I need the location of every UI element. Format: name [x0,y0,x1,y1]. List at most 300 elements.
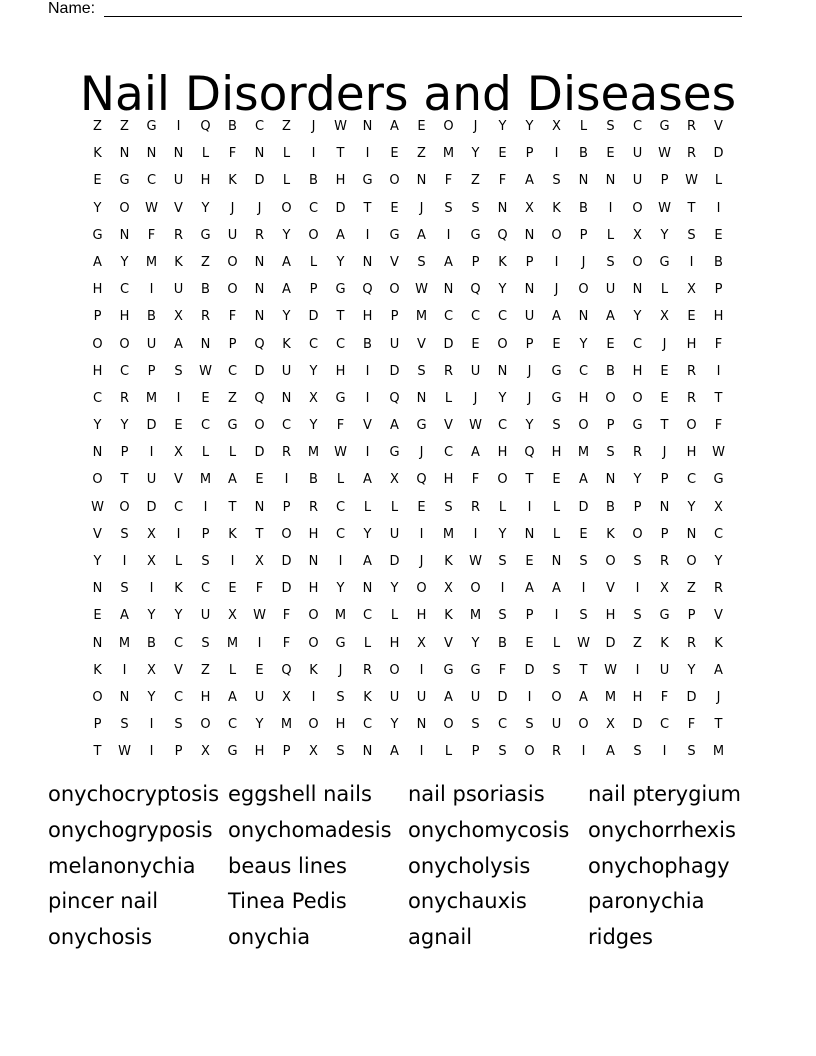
grid-letter[interactable]: O [551,689,562,705]
grid-letter[interactable]: O [551,227,562,243]
grid-letter[interactable]: Y [201,200,210,216]
grid-letter[interactable]: X [417,635,426,651]
grid-letter[interactable]: C [497,418,508,434]
grid-letter[interactable]: I [230,554,235,569]
grid-letter[interactable]: O [119,499,130,515]
grid-letter[interactable]: J [527,390,532,406]
grid-letter[interactable]: R [632,445,643,461]
grid-letter[interactable]: V [174,200,183,216]
grid-letter[interactable]: J [419,445,424,461]
grid-letter[interactable]: R [686,363,697,379]
grid-letter[interactable]: S [444,499,453,515]
grid-letter[interactable]: C [713,526,724,542]
grid-letter[interactable]: F [228,309,237,325]
grid-letter[interactable]: N [92,635,103,651]
grid-letter[interactable]: Y [93,200,102,216]
grid-letter[interactable]: Y [633,309,642,325]
grid-letter[interactable]: J [311,119,316,134]
grid-letter[interactable]: G [227,418,238,434]
grid-letter[interactable]: J [338,662,343,678]
grid-letter[interactable]: Y [93,418,102,434]
grid-letter[interactable]: H [713,309,724,325]
grid-letter[interactable]: I [635,581,640,597]
grid-letter[interactable]: C [335,499,346,515]
grid-letter[interactable]: I [527,689,532,705]
grid-letter[interactable]: Y [498,282,507,298]
grid-letter[interactable]: J [257,200,262,216]
grid-letter[interactable]: X [255,554,264,569]
grid-letter[interactable]: X [282,689,291,705]
grid-letter[interactable]: G [443,662,454,678]
grid-letter[interactable]: M [145,254,158,270]
grid-letter[interactable]: E [714,227,723,243]
grid-letter[interactable]: P [579,227,588,243]
grid-letter[interactable]: B [606,499,615,515]
grid-letter[interactable]: N [659,499,670,515]
grid-letter[interactable]: K [282,336,291,352]
grid-letter[interactable]: Y [633,472,642,488]
grid-letter[interactable]: H [119,309,130,325]
grid-letter[interactable]: B [579,200,588,216]
grid-letter[interactable]: N [173,146,184,162]
grid-letter[interactable]: T [525,472,534,488]
grid-letter[interactable]: O [578,418,589,434]
grid-letter[interactable]: L [390,499,399,515]
grid-letter[interactable]: C [227,363,238,379]
grid-letter[interactable]: C [200,581,211,597]
grid-letter[interactable]: C [443,445,454,461]
grid-letter[interactable]: F [255,581,264,597]
grid-letter[interactable]: U [632,146,643,162]
grid-letter[interactable]: B [147,635,156,651]
grid-letter[interactable]: T [714,390,723,406]
grid-letter[interactable]: Y [309,418,318,434]
grid-letter[interactable]: Y [390,581,399,597]
grid-letter[interactable]: J [662,336,667,352]
grid-letter[interactable]: L [228,662,237,678]
grid-letter[interactable]: R [362,662,373,678]
grid-letter[interactable]: Y [336,581,345,597]
grid-letter[interactable]: R [659,554,670,569]
grid-letter[interactable]: S [201,635,210,651]
grid-letter[interactable]: D [254,363,265,379]
grid-letter[interactable]: P [525,254,534,270]
grid-letter[interactable]: S [606,119,615,134]
grid-letter[interactable]: M [442,146,455,162]
grid-letter[interactable]: U [605,282,616,298]
grid-letter[interactable]: N [362,581,373,597]
grid-letter[interactable]: A [363,472,372,488]
grid-letter[interactable]: H [632,363,643,379]
grid-letter[interactable]: I [338,554,343,569]
grid-letter[interactable]: G [92,227,103,243]
grid-letter[interactable]: F [687,717,696,733]
grid-letter[interactable]: I [176,526,181,542]
grid-letter[interactable]: E [390,146,399,162]
grid-letter[interactable]: P [660,526,669,542]
grid-letter[interactable]: A [444,689,453,705]
grid-letter[interactable]: G [713,472,724,488]
grid-letter[interactable]: O [389,173,400,189]
grid-letter[interactable]: C [146,173,157,189]
grid-letter[interactable]: I [608,200,613,216]
grid-letter[interactable]: P [309,282,318,298]
grid-letter[interactable]: T [579,662,588,678]
grid-letter[interactable]: O [416,581,427,597]
grid-letter[interactable]: S [336,689,345,705]
grid-letter[interactable]: E [201,390,210,406]
grid-letter[interactable]: W [469,554,482,569]
grid-letter[interactable]: S [444,200,453,216]
grid-letter[interactable]: C [335,336,346,352]
grid-letter[interactable]: C [92,390,103,406]
grid-letter[interactable]: H [686,445,697,461]
grid-letter[interactable]: Q [416,472,427,488]
grid-letter[interactable]: Y [282,309,291,325]
grid-letter[interactable]: U [470,363,481,379]
grid-letter[interactable]: P [471,744,480,760]
grid-letter[interactable]: C [659,717,670,733]
grid-letter[interactable]: C [335,526,346,542]
grid-letter[interactable]: B [363,336,372,352]
grid-letter[interactable]: K [363,689,372,705]
grid-letter[interactable]: H [578,390,589,406]
grid-letter[interactable]: M [145,390,158,406]
grid-letter[interactable]: N [119,146,130,162]
grid-letter[interactable]: K [714,635,723,651]
grid-letter[interactable]: O [119,336,130,352]
grid-letter[interactable]: S [120,717,129,733]
grid-letter[interactable]: I [311,146,316,162]
grid-letter[interactable]: F [282,635,291,651]
grid-letter[interactable]: W [658,200,671,216]
grid-letter[interactable]: Y [147,689,156,705]
grid-letter[interactable]: S [579,554,588,569]
grid-letter[interactable]: P [660,173,669,189]
grid-letter[interactable]: N [605,472,616,488]
grid-letter[interactable]: Y [120,418,129,434]
grid-letter[interactable]: M [577,445,590,461]
grid-letter[interactable]: M [280,717,293,733]
grid-letter[interactable]: D [497,689,508,705]
grid-letter[interactable]: N [416,717,427,733]
grid-letter[interactable]: S [687,227,696,243]
grid-letter[interactable]: W [199,363,212,379]
grid-letter[interactable]: I [716,200,721,216]
grid-letter[interactable]: X [687,282,696,298]
grid-letter[interactable]: O [200,717,211,733]
grid-letter[interactable]: I [635,662,640,678]
grid-letter[interactable]: V [444,418,453,434]
grid-letter[interactable]: I [149,445,154,461]
grid-letter[interactable]: U [254,689,265,705]
grid-letter[interactable]: P [525,146,534,162]
grid-letter[interactable]: X [309,744,318,760]
grid-letter[interactable]: J [716,689,721,705]
grid-letter[interactable]: E [417,499,426,515]
grid-letter[interactable]: F [228,146,237,162]
grid-letter[interactable]: C [200,418,211,434]
grid-letter[interactable]: L [714,173,723,189]
grid-letter[interactable]: Q [362,282,373,298]
grid-letter[interactable]: N [416,173,427,189]
grid-letter[interactable]: Y [687,662,696,678]
grid-letter[interactable]: R [200,309,211,325]
grid-letter[interactable]: A [93,254,102,270]
grid-letter[interactable]: U [389,689,400,705]
grid-letter[interactable]: W [469,418,482,434]
grid-letter[interactable]: I [365,363,370,379]
grid-letter[interactable]: Y [525,119,534,134]
grid-letter[interactable]: N [146,146,157,162]
grid-letter[interactable]: V [606,581,615,597]
grid-letter[interactable]: B [309,173,318,189]
grid-letter[interactable]: X [228,608,237,624]
grid-letter[interactable]: L [552,526,561,542]
grid-letter[interactable]: Z [120,119,129,134]
grid-letter[interactable]: A [174,336,183,352]
grid-letter[interactable]: M [442,526,455,542]
grid-letter[interactable]: O [227,254,238,270]
grid-letter[interactable]: R [254,227,265,243]
grid-letter[interactable]: W [91,499,104,515]
grid-letter[interactable]: E [525,635,534,651]
grid-letter[interactable]: L [390,608,399,624]
grid-letter[interactable]: G [335,282,346,298]
grid-letter[interactable]: N [416,390,427,406]
grid-letter[interactable]: G [335,635,346,651]
grid-letter[interactable]: X [309,390,318,406]
grid-letter[interactable]: L [174,554,183,569]
grid-letter[interactable]: U [200,608,211,624]
grid-letter[interactable]: R [551,744,562,760]
grid-letter[interactable]: N [551,554,562,569]
grid-letter[interactable]: K [228,173,237,189]
grid-letter[interactable]: A [363,554,372,569]
grid-letter[interactable]: K [174,581,183,597]
grid-letter[interactable]: C [227,717,238,733]
grid-letter[interactable]: N [254,499,265,515]
grid-letter[interactable]: E [390,200,399,216]
grid-letter[interactable]: I [581,744,586,760]
grid-letter[interactable]: Y [255,717,264,733]
grid-letter[interactable]: I [122,554,127,569]
grid-letter[interactable]: O [92,472,103,488]
grid-letter[interactable]: P [120,445,129,461]
grid-letter[interactable]: D [335,200,346,216]
grid-letter[interactable]: L [201,445,210,461]
grid-letter[interactable]: O [254,418,265,434]
grid-letter[interactable]: X [633,227,642,243]
grid-letter[interactable]: A [282,254,291,270]
grid-letter[interactable]: I [149,581,154,597]
grid-letter[interactable]: J [230,200,235,216]
grid-letter[interactable]: X [390,472,399,488]
grid-letter[interactable]: U [632,173,643,189]
grid-letter[interactable]: B [498,635,507,651]
grid-letter[interactable]: Y [390,717,399,733]
grid-letter[interactable]: H [308,526,319,542]
grid-letter[interactable]: I [446,227,451,243]
grid-letter[interactable]: G [551,363,562,379]
grid-letter[interactable]: O [308,717,319,733]
grid-letter[interactable]: P [525,608,534,624]
grid-letter[interactable]: S [417,254,426,270]
grid-letter[interactable]: W [145,200,158,216]
grid-letter[interactable]: Z [417,146,426,162]
grid-letter[interactable]: W [604,662,617,678]
grid-letter[interactable]: G [632,418,643,434]
grid-letter[interactable]: E [255,662,264,678]
grid-letter[interactable]: N [524,526,535,542]
grid-letter[interactable]: G [362,173,373,189]
grid-letter[interactable]: N [497,200,508,216]
grid-letter[interactable]: J [419,200,424,216]
grid-letter[interactable]: F [714,336,723,352]
grid-letter[interactable]: S [120,581,129,597]
grid-letter[interactable]: T [660,418,669,434]
grid-letter[interactable]: A [390,744,399,760]
grid-letter[interactable]: N [92,581,103,597]
grid-letter[interactable]: Y [660,227,669,243]
grid-letter[interactable]: J [473,390,478,406]
grid-letter[interactable]: P [687,608,696,624]
grid-letter[interactable]: S [498,744,507,760]
grid-letter[interactable]: W [712,445,725,461]
grid-letter[interactable]: E [498,146,507,162]
grid-letter[interactable]: B [714,254,723,270]
grid-letter[interactable]: Y [525,418,534,434]
grid-letter[interactable]: B [228,119,237,134]
grid-letter[interactable]: H [308,581,319,597]
grid-letter[interactable]: F [471,472,480,488]
grid-letter[interactable]: R [308,499,319,515]
grid-letter[interactable]: K [174,254,183,270]
grid-letter[interactable]: G [659,254,670,270]
grid-letter[interactable]: Z [201,662,210,678]
grid-letter[interactable]: N [524,282,535,298]
grid-letter[interactable]: A [606,744,615,760]
grid-letter[interactable]: D [308,309,319,325]
grid-letter[interactable]: F [498,662,507,678]
grid-letter[interactable]: G [551,390,562,406]
grid-letter[interactable]: H [686,336,697,352]
grid-letter[interactable]: I [500,581,505,597]
grid-letter[interactable]: P [228,336,237,352]
grid-letter[interactable]: N [524,227,535,243]
grid-letter[interactable]: R [281,445,292,461]
grid-letter[interactable]: I [419,744,424,760]
grid-letter[interactable]: H [497,445,508,461]
grid-letter[interactable]: T [336,309,345,325]
grid-letter[interactable]: O [281,200,292,216]
grid-letter[interactable]: E [525,554,534,569]
grid-letter[interactable]: U [173,282,184,298]
grid-letter[interactable]: C [281,418,292,434]
grid-letter[interactable]: S [174,717,183,733]
grid-letter[interactable]: N [578,309,589,325]
grid-letter[interactable]: C [443,309,454,325]
grid-letter[interactable]: O [578,282,589,298]
grid-letter[interactable]: L [606,227,615,243]
grid-letter[interactable]: G [659,608,670,624]
grid-letter[interactable]: L [552,499,561,515]
grid-letter[interactable]: T [687,200,696,216]
grid-letter[interactable]: U [389,526,400,542]
name-underline[interactable] [104,16,742,17]
grid-letter[interactable]: A [552,309,561,325]
grid-letter[interactable]: R [686,119,697,134]
grid-letter[interactable]: P [174,744,183,760]
grid-letter[interactable]: L [498,499,507,515]
grid-letter[interactable]: A [444,254,453,270]
grid-letter[interactable]: S [633,744,642,760]
grid-letter[interactable]: K [93,146,102,162]
grid-letter[interactable]: D [632,717,643,733]
grid-letter[interactable]: T [93,744,102,760]
grid-letter[interactable]: O [308,635,319,651]
grid-letter[interactable]: T [363,200,372,216]
grid-letter[interactable]: K [93,662,102,678]
grid-letter[interactable]: E [606,336,615,352]
grid-letter[interactable]: M [199,472,212,488]
grid-letter[interactable]: D [389,554,400,569]
grid-letter[interactable]: P [390,309,399,325]
grid-letter[interactable]: R [686,635,697,651]
grid-letter[interactable]: P [633,499,642,515]
grid-letter[interactable]: Z [687,581,696,597]
grid-letter[interactable]: Y [174,608,183,624]
grid-letter[interactable]: X [147,554,156,569]
grid-letter[interactable]: Y [120,254,129,270]
grid-letter[interactable]: V [174,472,183,488]
grid-letter[interactable]: G [227,744,238,760]
grid-letter[interactable]: D [443,336,454,352]
grid-letter[interactable]: N [497,363,508,379]
grid-letter[interactable]: S [552,418,561,434]
grid-letter[interactable]: O [524,744,535,760]
grid-letter[interactable]: F [498,173,507,189]
grid-letter[interactable]: N [443,282,454,298]
grid-letter[interactable]: W [577,635,590,651]
grid-letter[interactable]: L [309,254,318,270]
grid-letter[interactable]: A [228,689,237,705]
grid-letter[interactable]: I [284,472,289,488]
grid-letter[interactable]: E [660,390,669,406]
grid-letter[interactable]: R [119,390,130,406]
grid-letter[interactable]: S [120,526,129,542]
grid-letter[interactable]: Q [470,282,481,298]
grid-letter[interactable]: N [281,390,292,406]
grid-letter[interactable]: Z [201,254,210,270]
grid-letter[interactable]: C [254,119,265,134]
grid-letter[interactable]: O [497,472,508,488]
grid-letter[interactable]: Y [498,526,507,542]
grid-letter[interactable]: P [660,472,669,488]
grid-letter[interactable]: C [497,717,508,733]
grid-letter[interactable]: C [173,499,184,515]
grid-letter[interactable]: V [174,662,183,678]
grid-letter[interactable]: U [659,662,670,678]
grid-letter[interactable]: T [255,526,264,542]
grid-letter[interactable]: E [579,526,588,542]
grid-letter[interactable]: H [92,282,103,298]
grid-letter[interactable]: I [662,744,667,760]
grid-letter[interactable]: S [687,744,696,760]
grid-letter[interactable]: U [389,336,400,352]
grid-letter[interactable]: U [173,173,184,189]
grid-letter[interactable]: H [200,689,211,705]
